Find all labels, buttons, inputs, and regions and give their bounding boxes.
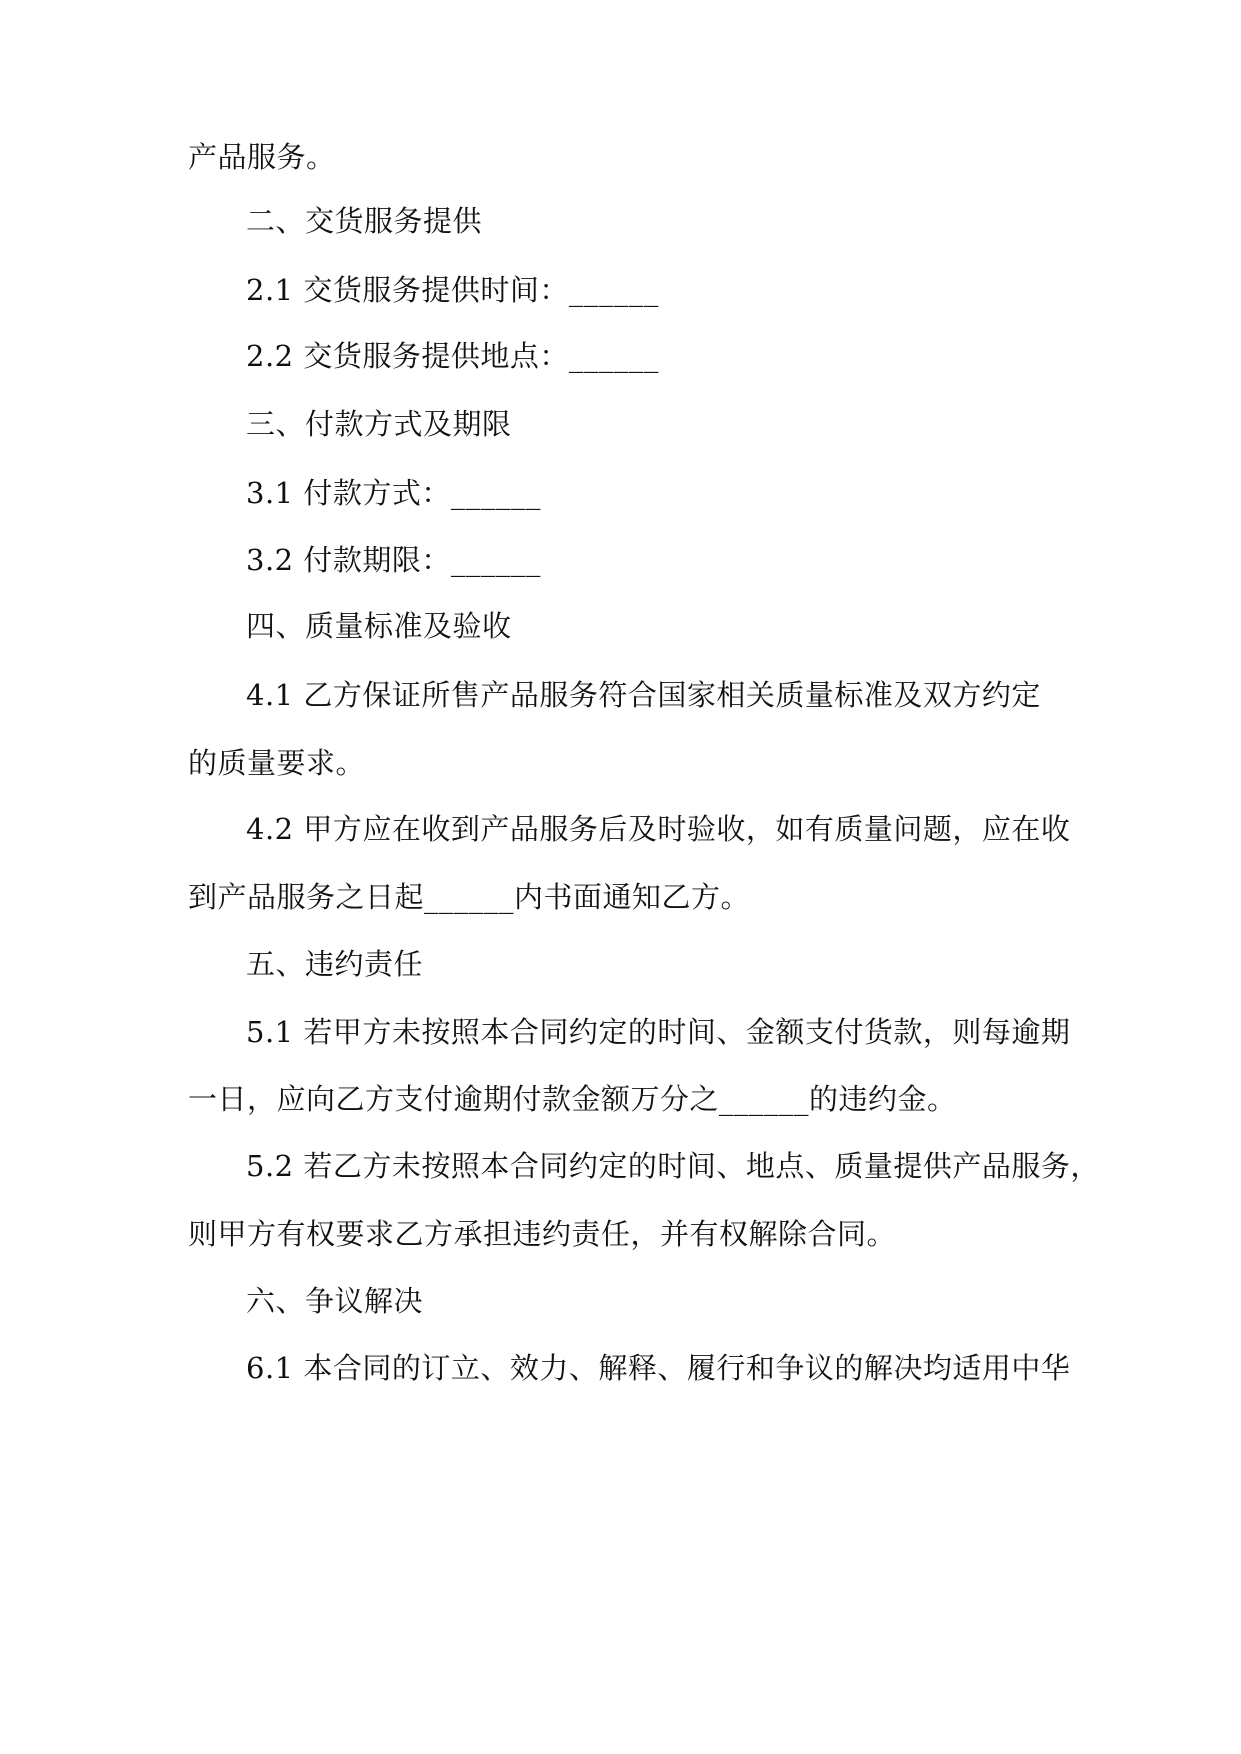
clause-3-2: 3.2 付款期限：______: [246, 543, 541, 577]
clause-4-1: 4.1 乙方保证所售产品服务符合国家相关质量标准及双方约定: [246, 678, 1041, 712]
heading-2: 二、交货服务提供: [246, 204, 483, 238]
heading-4: 四、质量标准及验收: [246, 609, 512, 643]
clause-6-1: 6.1 本合同的订立、效力、解释、履行和争议的解决均适用中华: [246, 1351, 1071, 1385]
clause-4-1-cont: 的质量要求。: [188, 746, 366, 780]
heading-6: 六、争议解决: [246, 1284, 424, 1318]
clause-5-1-cont: 一日，应向乙方支付逾期付款金额万分之______的违约金。: [188, 1082, 957, 1116]
clause-4-2: 4.2 甲方应在收到产品服务后及时验收，如有质量问题，应在收: [246, 812, 1071, 846]
clause-4-2-cont: 到产品服务之日起______内书面通知乙方。: [188, 880, 751, 914]
heading-5: 五、违约责任: [246, 947, 424, 981]
clause-2-2: 2.2 交货服务提供地点：______: [246, 339, 659, 373]
heading-3: 三、付款方式及期限: [246, 407, 512, 441]
clause-5-1: 5.1 若甲方未按照本合同约定的时间、金额支付货款，则每逾期: [246, 1015, 1071, 1049]
line-1: 产品服务。: [188, 140, 336, 174]
clause-2-1: 2.1 交货服务提供时间：______: [246, 273, 659, 307]
clause-5-2-cont: 则甲方有权要求乙方承担违约责任，并有权解除合同。: [188, 1217, 897, 1251]
clause-5-2: 5.2 若乙方未按照本合同约定的时间、地点、质量提供产品服务，: [246, 1149, 1100, 1183]
clause-3-1: 3.1 付款方式：______: [246, 476, 541, 510]
